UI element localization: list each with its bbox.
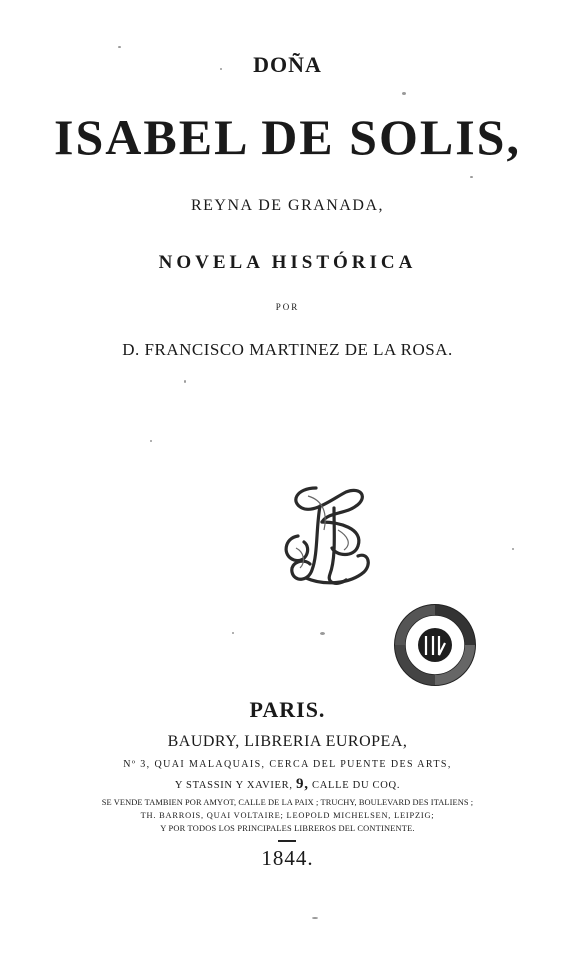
address-line-2-part-1: Y STASSIN Y XAVIER, bbox=[174, 780, 293, 791]
address-line-2 bbox=[0, 776, 575, 793]
paper-speck bbox=[512, 548, 514, 550]
subtitle-reyna: REYNA DE GRANADA, bbox=[190, 197, 385, 214]
paper-speck bbox=[118, 46, 121, 48]
by-word: POR bbox=[275, 302, 300, 312]
author-name: D. FRANCISCO MARTINEZ DE LA ROSA. bbox=[122, 340, 453, 359]
subtitle-genre: NOVELA HISTÓRICA bbox=[158, 252, 417, 273]
paper-speck bbox=[402, 92, 406, 95]
publisher: BAUDRY, LIBRERIA EUROPEA, bbox=[167, 733, 408, 750]
paper-speck bbox=[184, 380, 186, 383]
address-line-2-part-2: CALLE DU COQ. bbox=[312, 780, 401, 791]
address-number: 9, bbox=[296, 776, 309, 792]
title-prefix: DOÑA bbox=[253, 52, 322, 77]
book-title: ISABEL DE SOLIS, bbox=[54, 109, 521, 165]
sale-line-2: TH. BARROIS, QUAI VOLTAIRE; LEOPOLD MICHELSEN, LEIPZIG; bbox=[140, 811, 435, 820]
city: PARIS. bbox=[249, 697, 326, 722]
sale-line-1: SE VENDE TAMBIEN POR AMYOT, CALLE DE LA PAIX ; TRUCHY, BOULEVARD DES ITALIENS ; bbox=[101, 798, 474, 807]
paper-speck bbox=[470, 176, 473, 178]
library-seal-stamp-icon bbox=[393, 603, 477, 687]
monogram-b-ornament-icon bbox=[276, 478, 376, 590]
paper-speck bbox=[220, 68, 222, 70]
paper-speck bbox=[320, 632, 325, 635]
divider-rule bbox=[278, 840, 296, 842]
paper-speck bbox=[312, 917, 318, 919]
publication-year: 1844. bbox=[261, 846, 314, 870]
paper-speck bbox=[150, 440, 152, 442]
sale-line-3: Y POR TODOS LOS PRINCIPALES LIBREROS DEL CONTINENTE. bbox=[160, 824, 415, 833]
paper-speck bbox=[232, 632, 234, 634]
address-line-1: Nº 3, QUAI MALAQUAIS, CERCA DEL PUENTE DES ARTS, bbox=[123, 759, 452, 770]
